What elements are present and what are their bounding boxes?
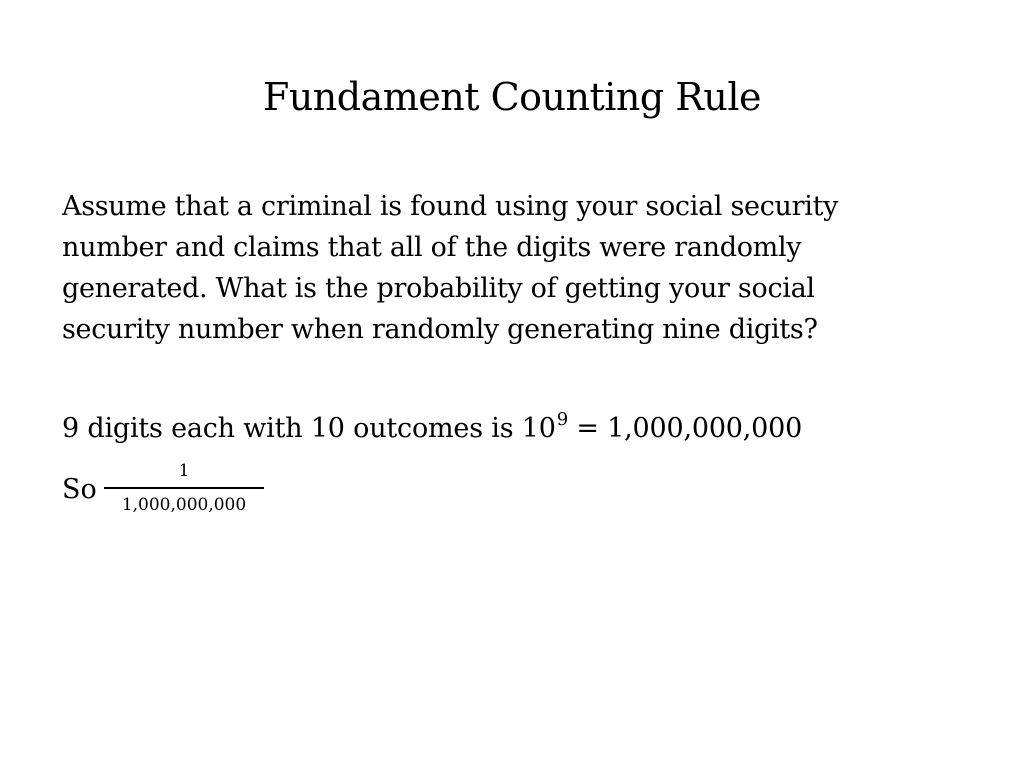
conclusion-word: So — [62, 474, 97, 505]
question-line: security number when randomly generating nine digits? — [62, 314, 818, 345]
question-line: generated. What is the probability of getting your social — [62, 273, 815, 304]
question-line: Assume that a criminal is found using your social security — [62, 191, 839, 222]
probability-fraction — [104, 461, 264, 515]
question-paragraph — [62, 186, 942, 350]
fraction-denominator: 1,000,000,000 — [121, 495, 247, 515]
equation-result: 1,000,000,000 — [607, 413, 803, 444]
slide-body — [62, 186, 942, 515]
equation-equals: = — [567, 413, 608, 444]
slide-title: Fundament Counting Rule — [262, 75, 762, 119]
equation-prefix: 9 digits each with 10 outcomes is — [62, 413, 522, 444]
equation-exponent: 9 — [556, 409, 568, 430]
equation-base: 10 — [521, 413, 556, 444]
fraction-numerator: 1 — [178, 461, 190, 481]
counting-equation — [62, 408, 802, 452]
question-line: number and claims that all of the digits were randomly — [62, 232, 802, 263]
fraction-bar — [104, 487, 264, 489]
